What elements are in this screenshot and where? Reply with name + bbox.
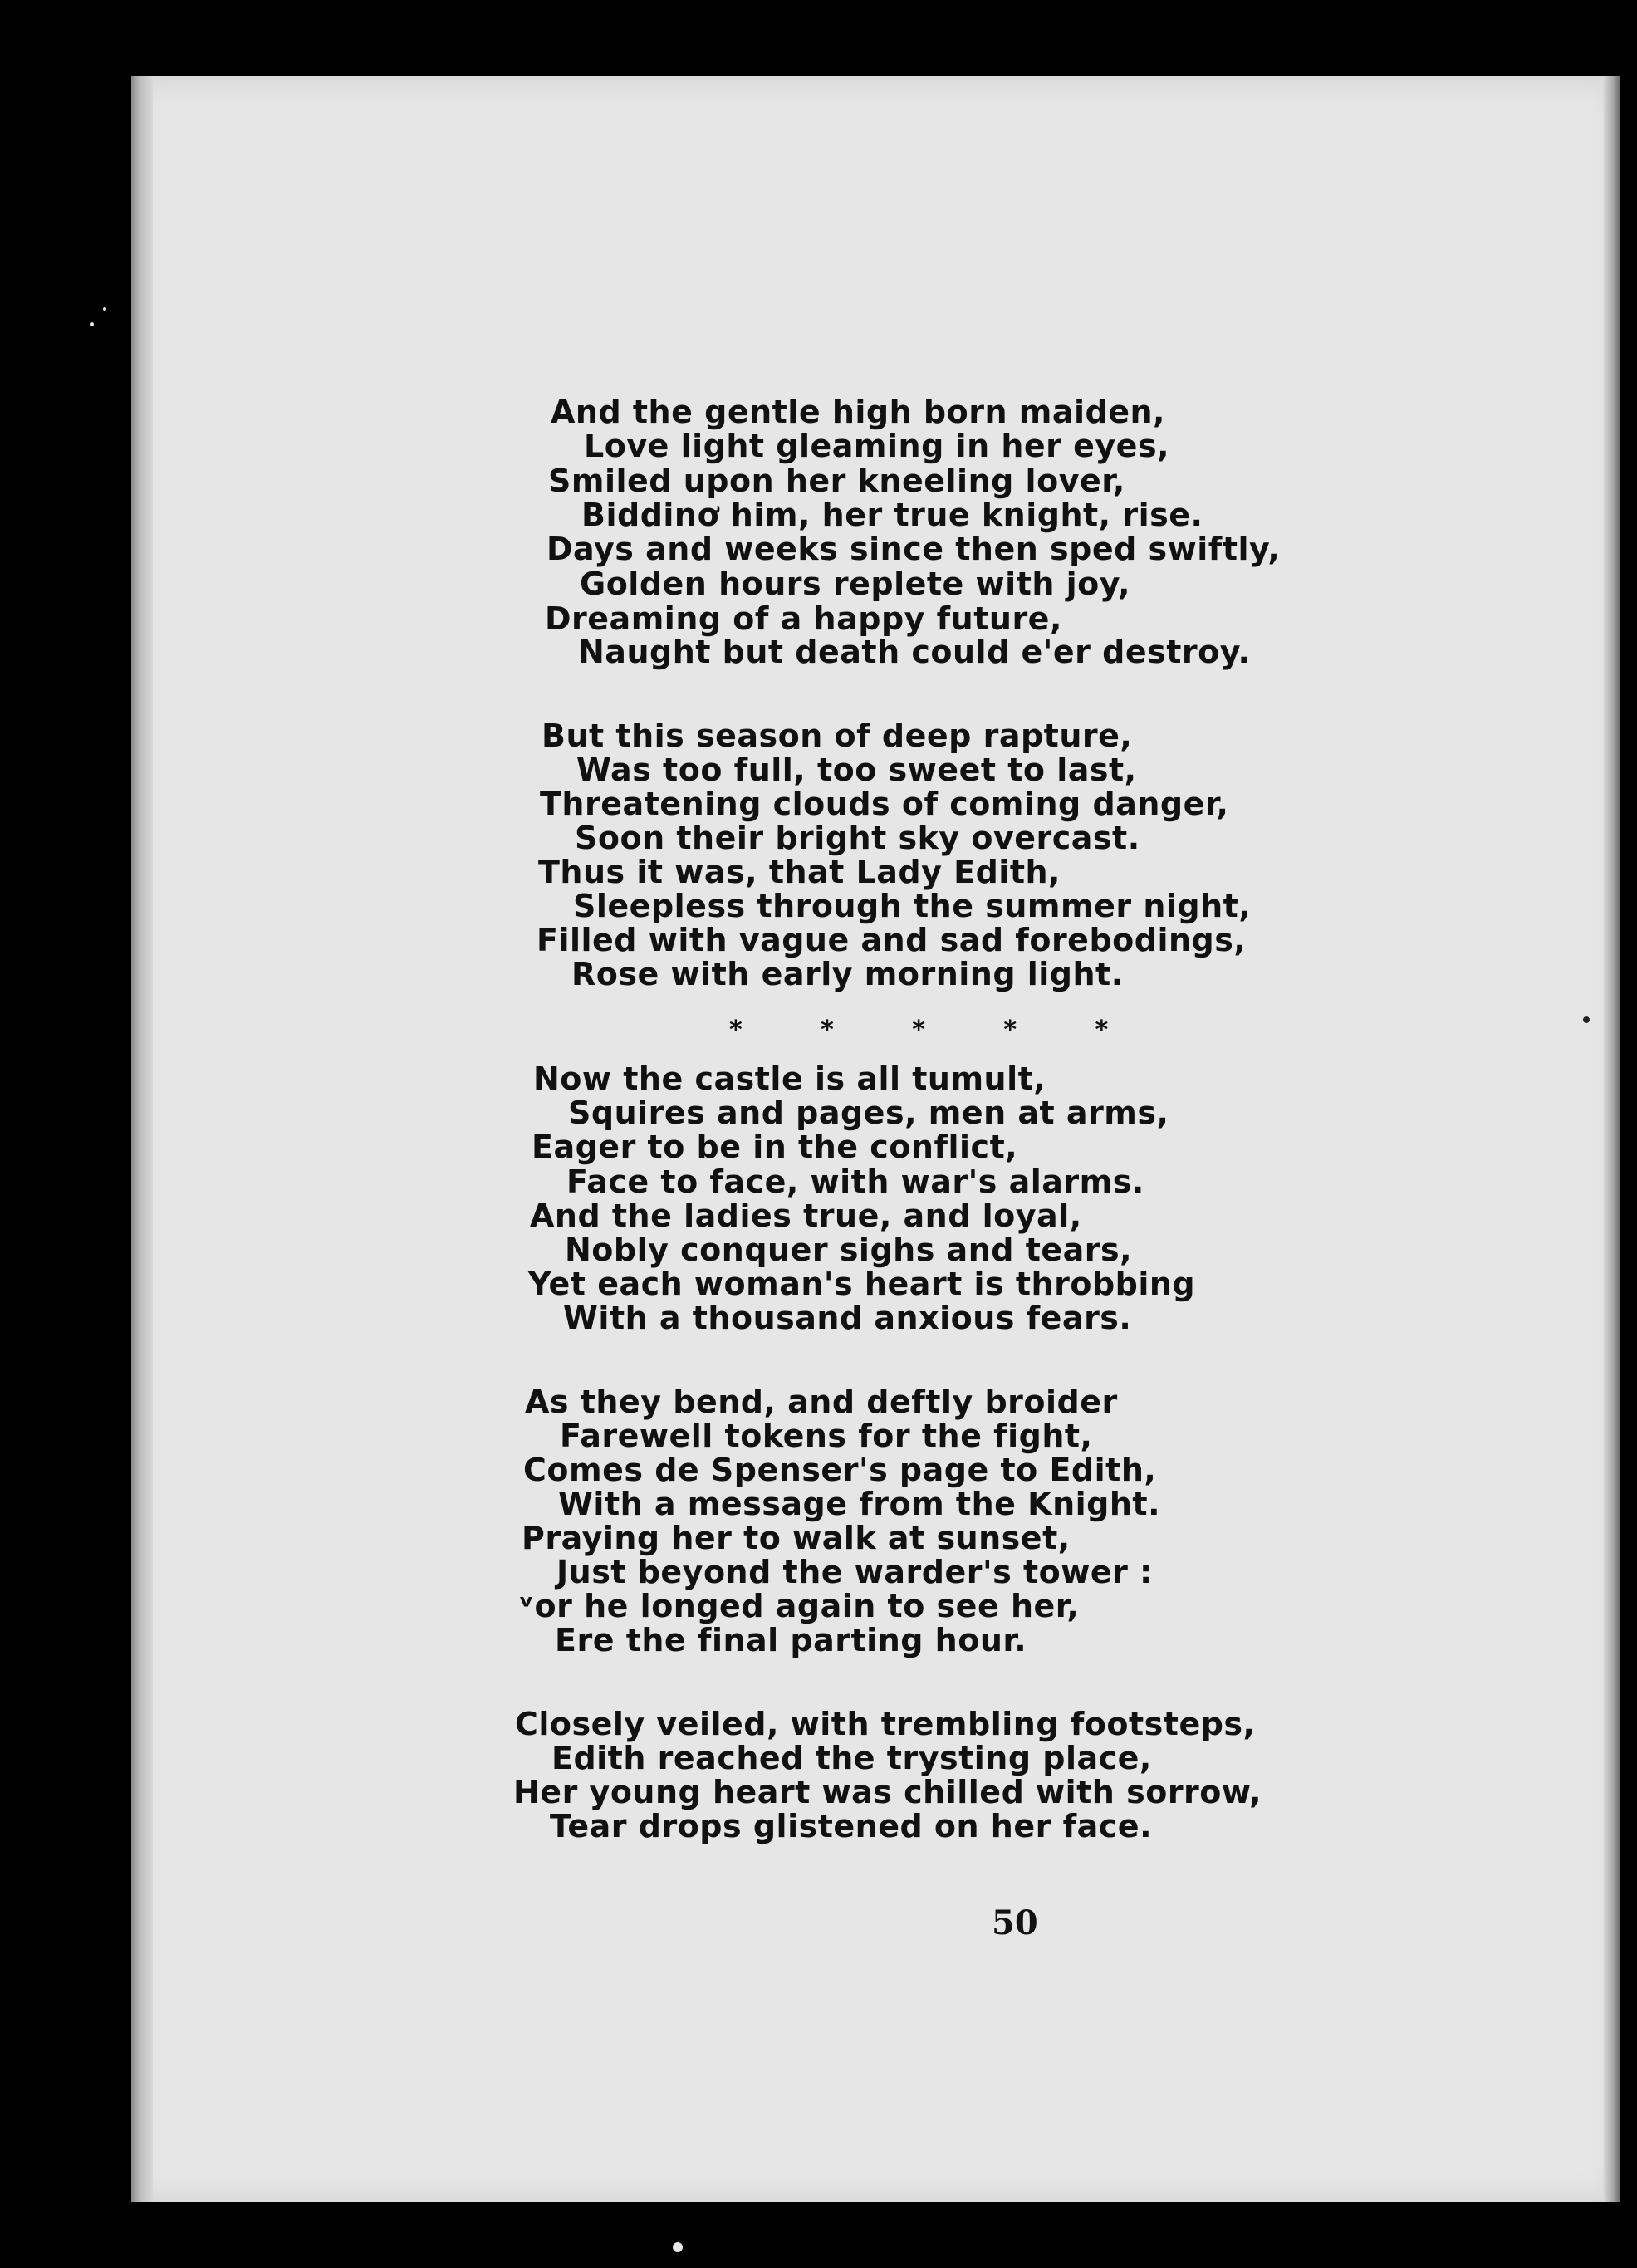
poem-line: Comes de Spenser's page to Edith, xyxy=(523,1452,1157,1488)
poem-line: Praying her to walk at sunset, xyxy=(522,1520,1071,1556)
poem-line: Rose with early morning light. xyxy=(571,956,1124,992)
poem-line: And the ladies true, and loyal, xyxy=(530,1198,1082,1234)
poem-line: Smiled upon her kneeling lover, xyxy=(548,463,1125,499)
poem-line: Threatening clouds of coming danger, xyxy=(540,786,1229,822)
poem-line: Was too full, too sweet to last, xyxy=(576,752,1137,788)
poem-line: Naught but death could e'er destroy. xyxy=(578,634,1251,670)
poem-body xyxy=(131,76,1620,2202)
poem-line: But this season of deep rapture, xyxy=(542,718,1133,754)
poem-line: Squires and pages, men at arms, xyxy=(568,1095,1169,1131)
poem-line: With a thousand anxious fears. xyxy=(563,1300,1132,1336)
poem-line: Just beyond the warder's tower : xyxy=(556,1554,1153,1590)
poem-line: Eager to be in the conflict, xyxy=(532,1129,1018,1165)
page-number: 50 xyxy=(992,1903,1038,1942)
poem-line: Yet each woman's heart is throbbing xyxy=(528,1266,1196,1302)
poem-line: Face to face, with war's alarms. xyxy=(566,1163,1144,1200)
poem-line: Love light gleaming in her eyes, xyxy=(584,428,1170,464)
poem-line: Now the castle is all tumult, xyxy=(533,1061,1046,1097)
poem-line: Thus it was, that Lady Edith, xyxy=(538,854,1061,890)
poem-line: Biddinơ him, her true knight, rise. xyxy=(581,497,1203,533)
poem-line: Her young heart was chilled with sorrow, xyxy=(513,1774,1262,1810)
poem-line: With a message from the Knight. xyxy=(558,1486,1161,1522)
poem-line: As they bend, and deftly broider xyxy=(525,1384,1118,1420)
scan-speck xyxy=(673,2242,683,2252)
poem-line: Filled with vague and sad forebodings, xyxy=(537,922,1247,958)
section-divider: * * * * * xyxy=(729,1016,1144,1045)
poem-line: Dreaming of a happy future, xyxy=(545,600,1062,637)
poem-line: Tear drops glistened on her face. xyxy=(550,1808,1153,1844)
poem-line: ᵛor he longed again to see her, xyxy=(518,1588,1080,1624)
poem-line: Ere the final parting hour. xyxy=(555,1622,1027,1658)
poem-line: Days and weeks since then sped swiftly, xyxy=(546,531,1281,567)
poem-line: Farewell tokens for the fight, xyxy=(560,1418,1093,1454)
poem-line: Golden hours replete with joy, xyxy=(580,566,1131,602)
poem-line: Closely veiled, with trembling footsteps, xyxy=(515,1706,1256,1742)
poem-line: Edith reached the trysting place, xyxy=(551,1740,1152,1776)
poem-line: Nobly conquer sighs and tears, xyxy=(565,1232,1133,1268)
poem-line: Sleepless through the summer night, xyxy=(573,888,1252,924)
scan-speck xyxy=(103,307,106,311)
poem-line: And the gentle high born maiden, xyxy=(551,394,1165,430)
scan-speck xyxy=(1583,1016,1590,1023)
scan-speck xyxy=(90,322,94,326)
book-page xyxy=(131,76,1620,2202)
poem-line: Soon their bright sky overcast. xyxy=(575,820,1140,856)
